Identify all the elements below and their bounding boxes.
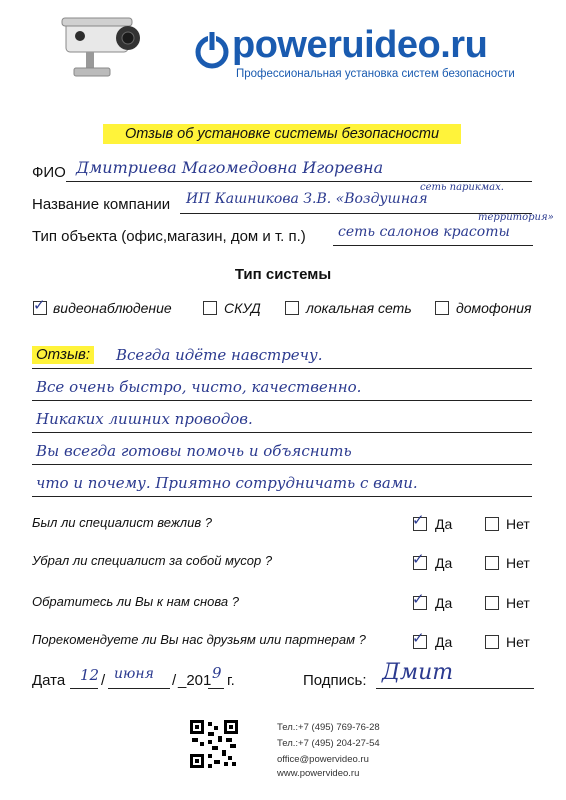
contact-email[interactable]: office@powervideo.ru xyxy=(277,754,369,765)
check-mark-icon: ✓ xyxy=(412,511,425,529)
polite-no-label: Нет xyxy=(506,516,530,532)
system-label-intercom: домофония xyxy=(456,300,532,316)
fio-note: сеть парикмах. xyxy=(420,182,504,193)
system-label-lan: локальная сеть xyxy=(306,300,412,316)
review-line-3: Никаких лишних проводов. xyxy=(36,410,253,428)
question-polite: Был ли специалист вежлив ? xyxy=(32,515,212,530)
question-recommend: Порекомендуете ли Вы нас друзьям или партнерам ? xyxy=(32,632,366,647)
date-year-digit: 9 xyxy=(212,664,222,682)
company-label: Название компании xyxy=(32,196,171,213)
checkbox-skud[interactable] xyxy=(203,301,217,315)
object-label: Тип объекта (офис,магазин, дом и т. п.) xyxy=(32,228,306,245)
contact-site[interactable]: www.powervideo.ru xyxy=(277,768,360,779)
check-mark-icon: ✓ xyxy=(412,590,425,608)
power-icon xyxy=(192,30,232,70)
review-line-4: Вы всегда готовы помочь и объяснить xyxy=(36,442,352,460)
form-title-text: Отзыв об установке системы безопасности xyxy=(124,126,440,142)
date-day: 12 xyxy=(80,666,100,684)
checkbox-intercom[interactable] xyxy=(435,301,449,315)
system-label-video: видеонаблюдение xyxy=(53,300,172,316)
object-value: сеть салонов красоты xyxy=(338,224,510,240)
question-return: Обратитесь ли Вы к нам снова ? xyxy=(32,594,239,609)
review-line-5: что и почему. Приятно сотрудничать с вами. xyxy=(36,474,418,492)
contact-phone-1: Тел.:+7 (495) 769-76-28 xyxy=(277,722,380,733)
recommend-yes-label: Да xyxy=(435,634,453,650)
fio-label: ФИО xyxy=(32,164,66,181)
system-label-skud: СКУД xyxy=(224,300,261,316)
check-mark-icon: ✓ xyxy=(33,296,46,314)
signature-label: Подпись: xyxy=(303,672,367,689)
company-value: ИП Кашникова З.В. «Воздушная xyxy=(186,191,428,207)
review-label xyxy=(32,346,94,364)
review-line-2: Все очень быстро, чисто, качественно. xyxy=(36,378,362,396)
checkbox-polite-no[interactable] xyxy=(485,517,499,531)
signature-value: Дмит xyxy=(382,660,454,685)
cleanup-no-label: Нет xyxy=(506,555,530,571)
polite-yes-label: Да xyxy=(435,516,453,532)
date-separator-2: / xyxy=(172,672,177,689)
review-line-1: Всегда идёте навстречу. xyxy=(116,346,323,364)
qr-code-icon xyxy=(190,720,238,768)
form-title xyxy=(103,124,461,144)
brand-name: poweruideo.ru xyxy=(232,24,488,66)
system-heading: Тип системы xyxy=(234,266,332,283)
date-year-prefix: _201 xyxy=(178,672,212,689)
recommend-no-label: Нет xyxy=(506,634,530,650)
date-label: Дата xyxy=(32,672,66,689)
brand-tagline: Профессиональная установка систем безопасности xyxy=(236,68,515,80)
check-mark-icon: ✓ xyxy=(412,629,425,647)
checkbox-recommend-no[interactable] xyxy=(485,635,499,649)
date-separator-1: / xyxy=(101,672,106,689)
review-label-text: Отзыв: xyxy=(36,346,91,363)
checkbox-return-no[interactable] xyxy=(485,596,499,610)
date-suffix: г. xyxy=(227,672,235,689)
return-no-label: Нет xyxy=(506,595,530,611)
return-yes-label: Да xyxy=(435,595,453,611)
fio-value: Дмитриева Магомедовна Игоревна xyxy=(76,158,384,177)
camera-logo xyxy=(52,12,157,87)
date-month: июня xyxy=(114,666,154,682)
company-note: территория» xyxy=(478,212,554,223)
cleanup-yes-label: Да xyxy=(435,555,453,571)
check-mark-icon: ✓ xyxy=(412,550,425,568)
checkbox-lan[interactable] xyxy=(285,301,299,315)
contact-phone-2: Тел.:+7 (495) 204-27-54 xyxy=(277,738,380,749)
question-cleanup: Убрал ли специалист за собой мусор ? xyxy=(32,553,273,568)
checkbox-cleanup-no[interactable] xyxy=(485,556,499,570)
